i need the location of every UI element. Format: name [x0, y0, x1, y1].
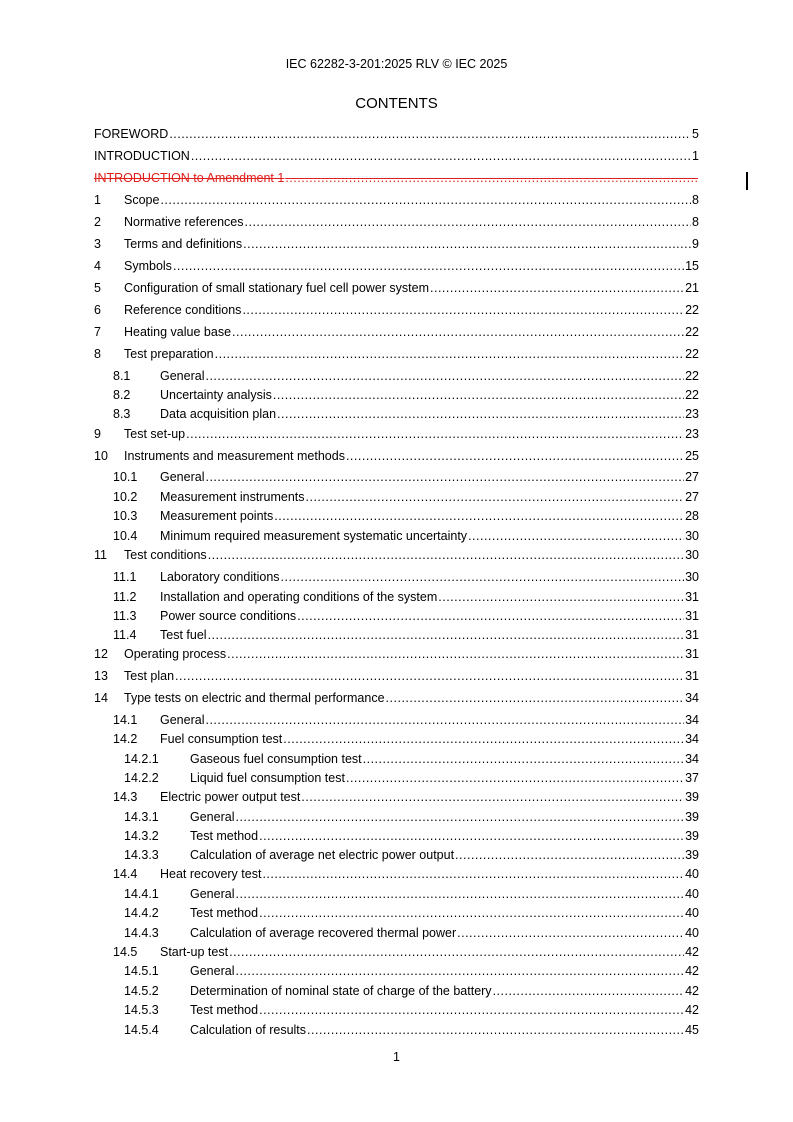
toc-entry-page: 30 [685, 570, 699, 584]
toc-dot-leader [468, 528, 684, 544]
toc-entry-page: 9 [692, 237, 699, 251]
toc-entry[interactable] [94, 280, 699, 296]
toc-entry-number: 14.3.3 [124, 848, 159, 862]
toc-entry[interactable] [94, 469, 699, 485]
toc-entry-label: Normative references [124, 215, 244, 229]
toc-entry-label: Heating value base [124, 325, 232, 339]
toc-entry[interactable] [94, 646, 699, 662]
toc-dot-leader [227, 646, 684, 662]
toc-entry-label: Determination of nominal state of charge of the battery [190, 984, 492, 998]
toc-entry[interactable] [94, 426, 699, 442]
toc-dot-leader [173, 258, 684, 274]
toc-dot-leader [306, 489, 685, 505]
toc-dot-leader [307, 1022, 684, 1038]
toc-entry-page: 23 [685, 427, 699, 441]
toc-dot-leader [191, 148, 691, 164]
toc-entry-label: INTRODUCTION to Amendment 1 [94, 171, 285, 185]
toc-entry-page: 39 [685, 829, 699, 843]
toc-entry[interactable] [94, 368, 699, 384]
toc-entry-number: 14.4.2 [124, 906, 159, 920]
toc-entry[interactable] [94, 963, 699, 979]
toc-entry-label: Test preparation [124, 347, 214, 361]
toc-entry-label: Symbols [124, 259, 172, 273]
toc-entry-number: 14.5.1 [124, 964, 159, 978]
toc-entry-number: 7 [94, 325, 101, 339]
toc-entry-page: 45 [685, 1023, 699, 1037]
toc-entry-number: 14.2.2 [124, 771, 159, 785]
toc-entry-label: Test conditions [124, 548, 207, 562]
toc-entry[interactable] [94, 751, 699, 767]
toc-entry-number: 14.3.1 [124, 810, 159, 824]
toc-entry[interactable] [94, 324, 699, 340]
toc-entry-page: 22 [685, 369, 699, 383]
toc-entry-label: Electric power output test [160, 790, 301, 804]
toc-entry[interactable] [94, 828, 699, 844]
toc-entry[interactable] [94, 192, 699, 208]
toc-entry-label: Measurement points [160, 509, 274, 523]
toc-entry[interactable] [94, 258, 699, 274]
toc-entry-label: Test method [190, 829, 259, 843]
toc-entry[interactable] [94, 406, 699, 422]
toc-entry-number: 2 [94, 215, 101, 229]
toc-entry-page: 21 [685, 281, 699, 295]
toc-entry[interactable] [94, 170, 699, 186]
toc-entry-page: 40 [685, 867, 699, 881]
toc-entry[interactable] [94, 448, 699, 464]
toc-entry-number: 10.4 [113, 529, 138, 543]
toc-entry[interactable] [94, 1002, 699, 1018]
toc-entry[interactable] [94, 1022, 699, 1038]
toc-dot-leader [232, 324, 684, 340]
toc-entry-number: 11.2 [113, 590, 137, 604]
toc-entry-number: 10.1 [113, 470, 138, 484]
toc-entry-page: 25 [685, 449, 699, 463]
toc-entry-number: 9 [94, 427, 101, 441]
toc-entry-number: 11 [94, 548, 107, 562]
toc-entry-label: Calculation of average recovered thermal power [190, 926, 457, 940]
page-number: 1 [393, 1050, 400, 1064]
toc-dot-leader [274, 508, 684, 524]
toc-dot-leader [175, 668, 684, 684]
toc-entry-label: INTRODUCTION [94, 149, 190, 163]
toc-entry-page: 34 [685, 732, 699, 746]
toc-entry-page: 42 [685, 1003, 699, 1017]
toc-entry-label: Test plan [124, 669, 175, 683]
toc-entry-label: Terms and definitions [124, 237, 243, 251]
toc-entry-label: Instruments and measurement methods [124, 449, 345, 463]
toc-dot-leader [259, 828, 684, 844]
toc-dot-leader [205, 469, 684, 485]
toc-entry-page: 15 [685, 259, 699, 273]
toc-entry-number: 14.1 [113, 713, 138, 727]
toc-dot-leader [259, 905, 684, 921]
toc-entry-number: 14.4.1 [124, 887, 159, 901]
toc-entry-number: 14.5.3 [124, 1003, 159, 1017]
toc-entry-label: Calculation of results [190, 1023, 307, 1037]
toc-entry-label: General [190, 964, 235, 978]
toc-entry[interactable] [94, 866, 699, 882]
toc-entry-label: Laboratory conditions [160, 570, 280, 584]
toc-entry-label: Data acquisition plan [160, 407, 277, 421]
toc-entry-label: Test fuel [160, 628, 207, 642]
toc-entry-page: 37 [685, 771, 699, 785]
toc-entry-label: Test method [190, 906, 259, 920]
toc-entry-page: 40 [685, 887, 699, 901]
toc-dot-leader [430, 280, 684, 296]
toc-entry-label: Power source conditions [160, 609, 297, 623]
toc-entry-page: 40 [685, 906, 699, 920]
toc-entry-label: General [160, 369, 205, 383]
toc-entry-label: Scope [124, 193, 160, 207]
toc-entry-label: General [160, 713, 205, 727]
toc-dot-leader [297, 608, 684, 624]
toc-entry-page: 22 [685, 325, 699, 339]
toc-entry-label: Operating process [124, 647, 227, 661]
toc-entry[interactable] [94, 236, 699, 252]
toc-entry-label: Reference conditions [124, 303, 242, 317]
toc-dot-leader [235, 809, 684, 825]
toc-entry-page: 39 [685, 848, 699, 862]
toc-entry[interactable] [94, 668, 699, 684]
toc-dot-leader [285, 170, 698, 186]
toc-entry-number: 11.3 [113, 609, 137, 623]
toc-entry-label: General [190, 887, 235, 901]
toc-dot-leader [235, 886, 684, 902]
toc-entry[interactable] [94, 944, 699, 960]
toc-entry[interactable] [94, 302, 699, 318]
toc-entry[interactable] [94, 886, 699, 902]
toc-entry-page: 34 [685, 691, 699, 705]
toc-entry-number: 3 [94, 237, 101, 251]
toc-entry-number: 14.2 [113, 732, 138, 746]
toc-entry[interactable] [94, 690, 699, 706]
toc-entry-label: Test method [190, 1003, 259, 1017]
toc-dot-leader [205, 712, 684, 728]
toc-entry[interactable] [94, 589, 699, 605]
toc-entry-number: 11.1 [113, 570, 137, 584]
toc-dot-leader [245, 214, 692, 230]
toc-entry-number: 14.2.1 [124, 752, 159, 766]
toc-dot-leader [455, 847, 684, 863]
toc-dot-leader [386, 690, 685, 706]
toc-entry-page: 5 [692, 127, 699, 141]
toc-dot-leader [273, 387, 684, 403]
toc-entry-label: Test set-up [124, 427, 186, 441]
toc-dot-leader [242, 302, 684, 318]
toc-entry-page: 1 [692, 149, 699, 163]
toc-dot-leader [205, 368, 684, 384]
toc-entry-page: 39 [685, 810, 699, 824]
toc-entry[interactable] [94, 847, 699, 863]
toc-entry-label: Minimum required measurement systematic uncertainty [160, 529, 468, 543]
toc-entry[interactable] [94, 925, 699, 941]
toc-entry-page: 42 [685, 964, 699, 978]
toc-dot-leader [277, 406, 684, 422]
toc-dot-leader [281, 569, 685, 585]
toc-entry[interactable] [94, 789, 699, 805]
toc-entry[interactable] [94, 569, 699, 585]
toc-entry-page: 30 [685, 529, 699, 543]
toc-dot-leader [363, 751, 684, 767]
toc-entry[interactable] [94, 731, 699, 747]
toc-entry[interactable] [94, 770, 699, 786]
toc-entry-page: 39 [685, 790, 699, 804]
toc-entry-number: 10.3 [113, 509, 138, 523]
toc-dot-leader [186, 426, 684, 442]
toc-entry-label: General [190, 810, 235, 824]
toc-entry-number: 5 [94, 281, 101, 295]
toc-entry-number: 13 [94, 669, 108, 683]
toc-entry-label: Start-up test [160, 945, 229, 959]
toc-entry-number: 10 [94, 449, 108, 463]
toc-entry-number: 12 [94, 647, 108, 661]
toc-entry-number: 14.3 [113, 790, 138, 804]
toc-dot-leader [438, 589, 684, 605]
toc-dot-leader [283, 731, 684, 747]
toc-entry-number: 8 [94, 347, 101, 361]
toc-entry[interactable] [94, 608, 699, 624]
toc-entry-page: 34 [685, 752, 699, 766]
toc-entry-label: Measurement instruments [160, 490, 305, 504]
toc-dot-leader [301, 789, 684, 805]
toc-entry[interactable] [94, 528, 699, 544]
toc-entry-number: 4 [94, 259, 101, 273]
toc-dot-leader [215, 346, 684, 362]
page-title: CONTENTS [355, 95, 438, 112]
toc-entry-page: 22 [685, 388, 699, 402]
toc-dot-leader [243, 236, 691, 252]
toc-dot-leader [208, 547, 684, 563]
toc-entry-label: Fuel consumption test [160, 732, 283, 746]
toc-entry-number: 14.5.4 [124, 1023, 159, 1037]
toc-entry-label: Configuration of small stationary fuel cell power system [124, 281, 429, 295]
toc-entry-page: 27 [685, 490, 699, 504]
toc-entry-page: 31 [685, 590, 699, 604]
page-header: IEC 62282-3-201:2025 RLV © IEC 2025 [285, 57, 508, 71]
toc-entry-number: 14.4.3 [124, 926, 159, 940]
toc-entry-page: 30 [685, 548, 699, 562]
toc-entry-page: 40 [685, 926, 699, 940]
toc-entry-page: 31 [685, 609, 699, 623]
toc-entry-page: 8 [692, 215, 699, 229]
toc-entry[interactable] [94, 489, 699, 505]
toc-dot-leader [457, 925, 684, 941]
toc-entry-page: 22 [685, 303, 699, 317]
toc-entry[interactable] [94, 627, 699, 643]
toc-entry-number: 8.1 [113, 369, 131, 383]
toc-dot-leader [169, 126, 691, 142]
toc-entry-page: 28 [685, 509, 699, 523]
toc-dot-leader [346, 448, 684, 464]
toc-entry[interactable] [94, 712, 699, 728]
toc-entry-page: 27 [685, 470, 699, 484]
text-cursor [746, 172, 748, 190]
toc-dot-leader [160, 192, 691, 208]
toc-entry-number: 14.3.2 [124, 829, 159, 843]
toc-entry-page: 42 [685, 945, 699, 959]
toc-entry-label: Heat recovery test [160, 867, 262, 881]
toc-entry-page: 8 [692, 193, 699, 207]
toc-dot-leader [346, 770, 684, 786]
toc-entry-label: Uncertainty analysis [160, 388, 272, 402]
toc-entry-number: 14.4 [113, 867, 138, 881]
toc-entry-number: 1 [94, 193, 101, 207]
toc-dot-leader [208, 627, 685, 643]
toc-entry[interactable] [94, 809, 699, 825]
toc-entry-page: 22 [685, 347, 699, 361]
toc-entry-page: 34 [685, 713, 699, 727]
toc-entry[interactable] [94, 148, 699, 164]
toc-entry[interactable] [94, 387, 699, 403]
toc-entry-number: 14 [94, 691, 108, 705]
toc-entry[interactable] [94, 983, 699, 999]
toc-entry-number: 6 [94, 303, 101, 317]
toc-entry-label: General [160, 470, 205, 484]
toc-entry[interactable] [94, 126, 699, 142]
toc-entry[interactable] [94, 346, 699, 362]
toc-entry-label: Gaseous fuel consumption test [190, 752, 362, 766]
toc-entry-label: FOREWORD [94, 127, 169, 141]
toc-entry-page: 42 [685, 984, 699, 998]
toc-entry-label: Calculation of average net electric power output [190, 848, 455, 862]
toc-entry-page: 31 [685, 628, 699, 642]
toc-entry[interactable] [94, 214, 699, 230]
toc-entry-number: 8.2 [113, 388, 131, 402]
toc-entry-number: 14.5 [113, 945, 138, 959]
toc-entry-number: 10.2 [113, 490, 138, 504]
toc-entry[interactable] [94, 905, 699, 921]
toc-entry-page: 23 [685, 407, 699, 421]
toc-dot-leader [229, 944, 684, 960]
toc-entry-page: 31 [685, 669, 699, 683]
toc-entry-label: Liquid fuel consumption test [190, 771, 345, 785]
toc-entry-label: Type tests on electric and thermal performance [124, 691, 385, 705]
toc-entry[interactable] [94, 508, 699, 524]
toc-entry-label: Installation and operating conditions of the system [160, 590, 438, 604]
toc-entry-page: 31 [685, 647, 699, 661]
toc-entry[interactable] [94, 547, 699, 563]
toc-dot-leader [235, 963, 684, 979]
toc-entry-number: 11.4 [113, 628, 137, 642]
toc-dot-leader [493, 983, 685, 999]
toc-dot-leader [259, 1002, 684, 1018]
toc-entry-number: 14.5.2 [124, 984, 159, 998]
toc-dot-leader [262, 866, 684, 882]
toc-entry-number: 8.3 [113, 407, 131, 421]
